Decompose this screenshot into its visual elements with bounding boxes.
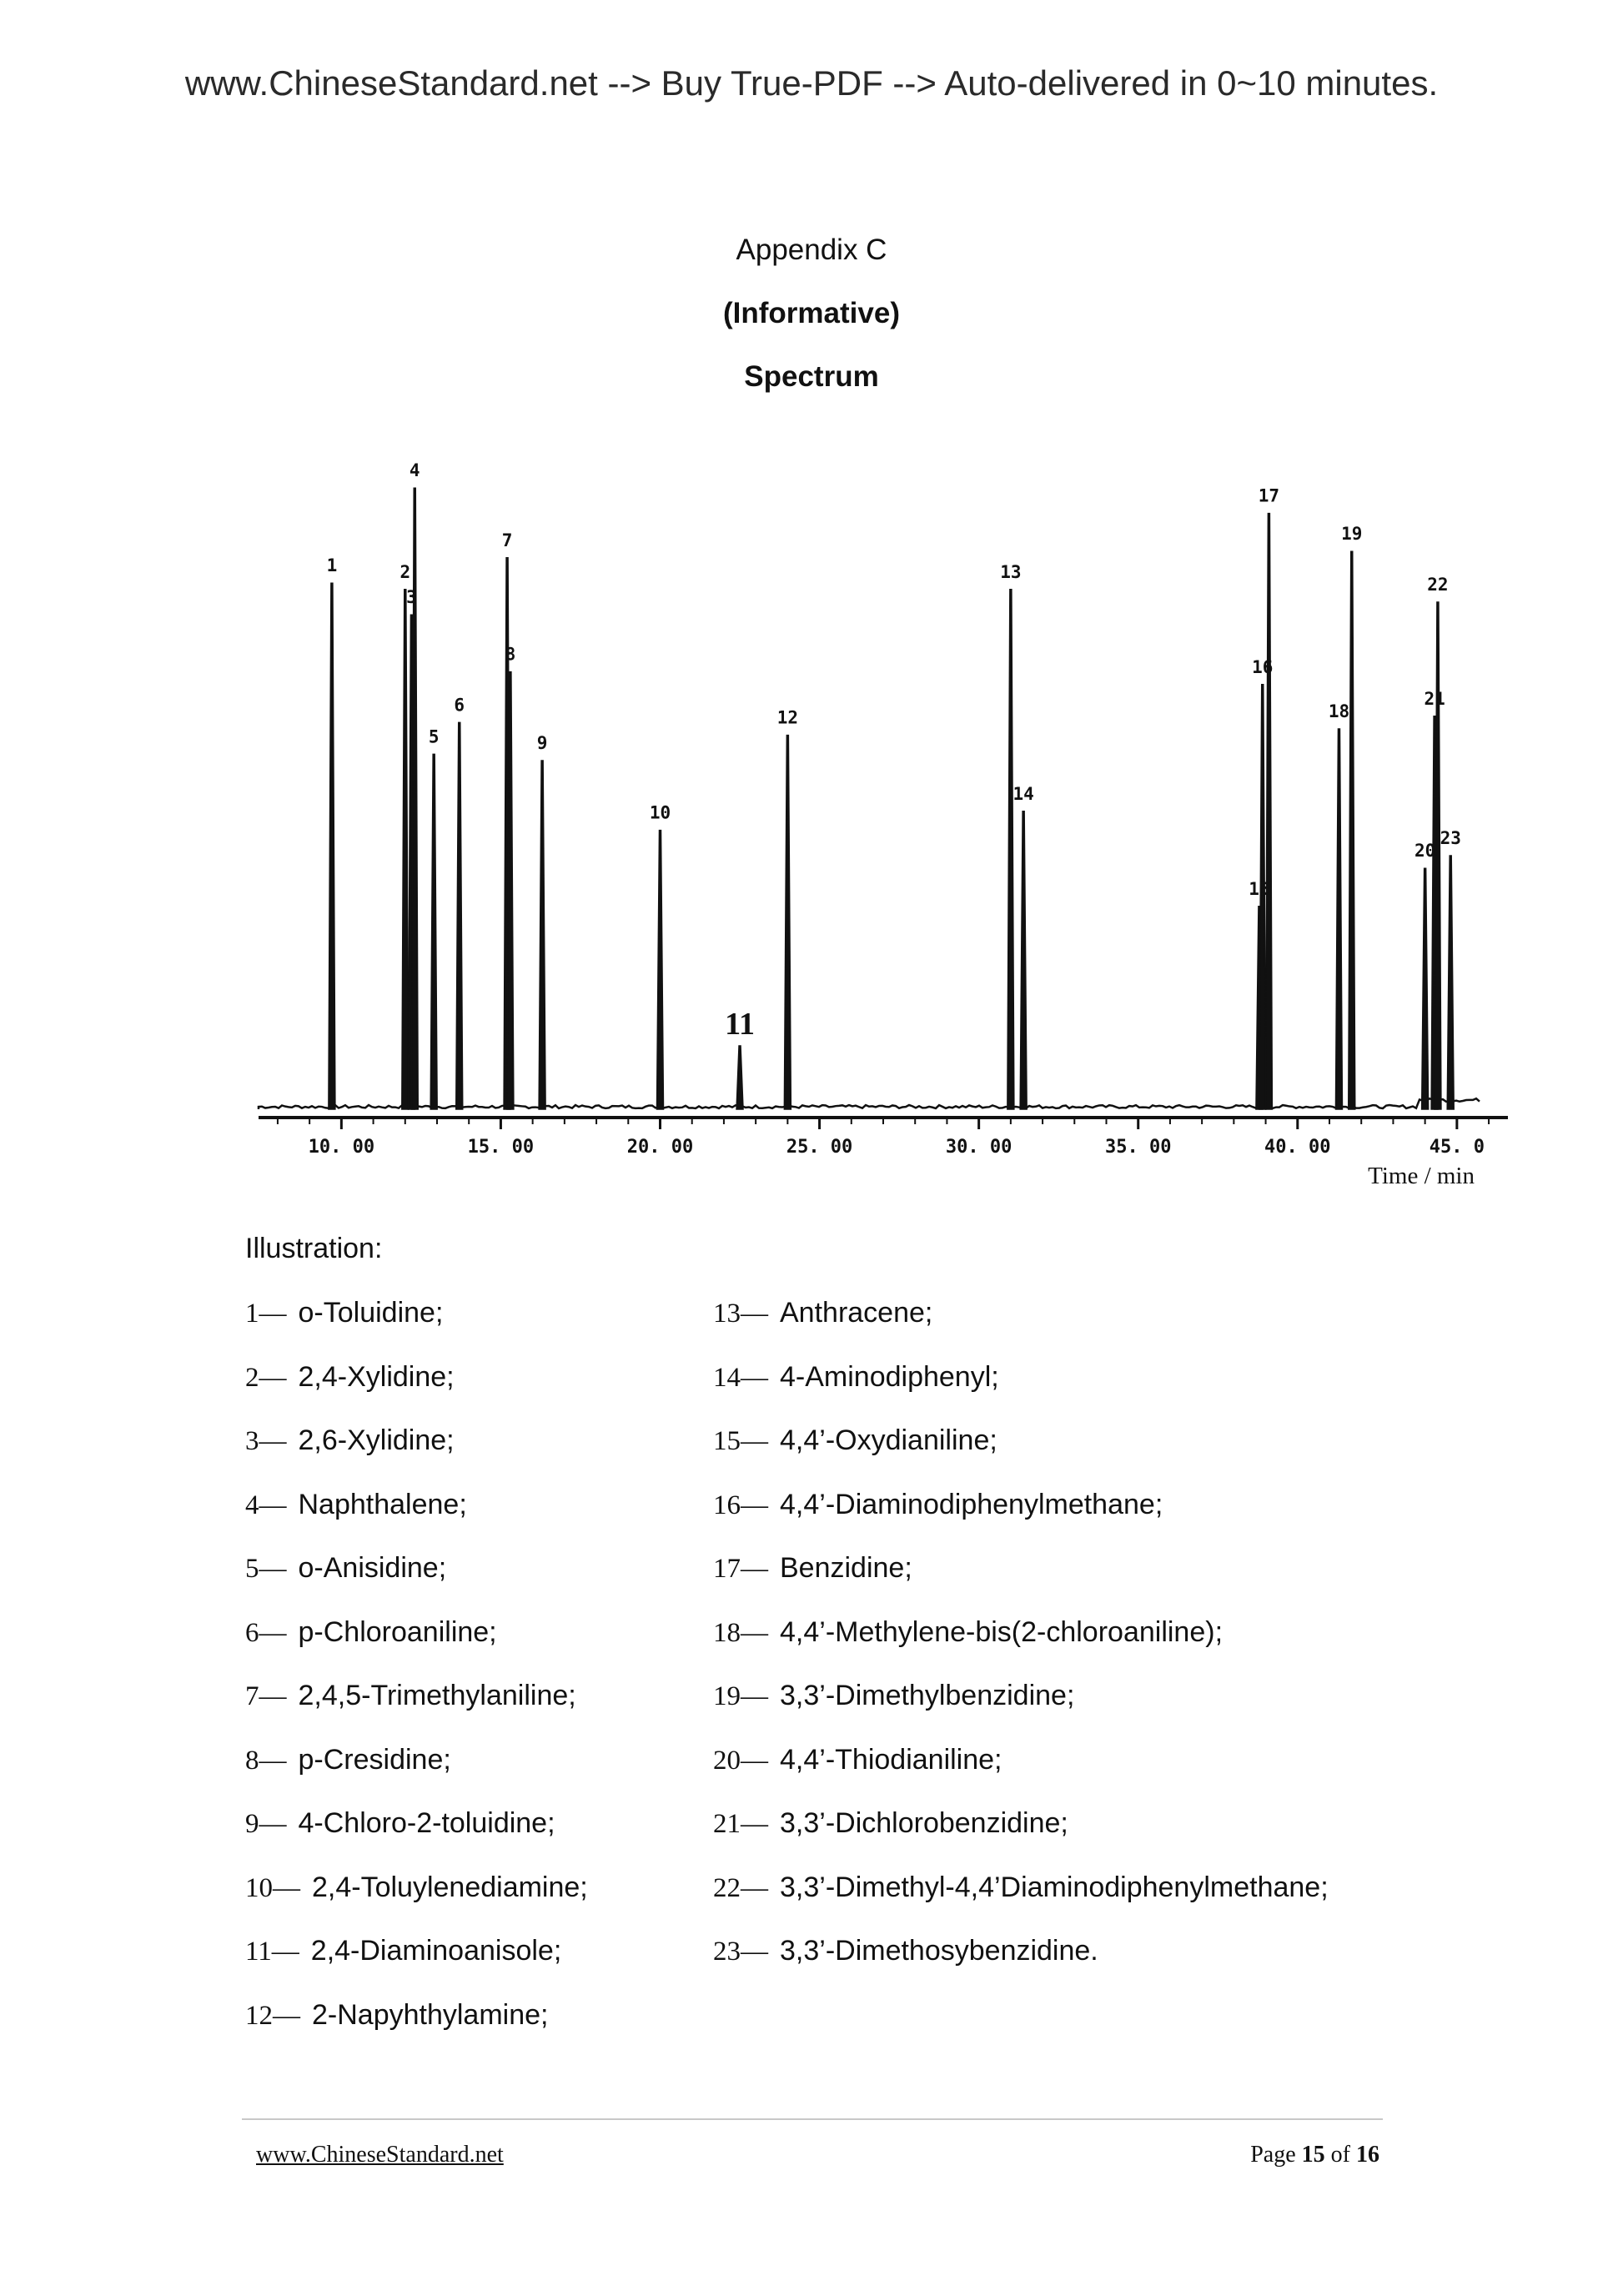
peak-label: 15 (1249, 878, 1270, 899)
legend-item (713, 1297, 932, 1329)
peak-label: 12 (776, 707, 799, 728)
legend-number: 3 (245, 1426, 259, 1456)
legend-item (713, 1680, 1074, 1712)
legend-number: 12 (245, 2000, 273, 2031)
peak-label: 14 (1012, 783, 1034, 804)
legend-number: 2 (245, 1362, 259, 1393)
legend-dash: — (273, 1872, 300, 1903)
legend-dash: — (259, 1362, 287, 1393)
chromatogram-peak (430, 754, 437, 1109)
legend-number: 9 (245, 1809, 259, 1839)
page-number (1250, 2142, 1379, 2168)
legend-item (245, 1361, 455, 1394)
legend-dash: — (259, 1617, 287, 1648)
peak-label: 17 (1258, 485, 1280, 506)
legend-item (713, 1807, 1068, 1840)
legend-item (713, 1489, 1163, 1521)
peak-label: 20 (1414, 841, 1436, 862)
chromatogram-peak (539, 761, 545, 1109)
legend-item (713, 1935, 1098, 1967)
legend-number: 21 (713, 1809, 741, 1839)
peak-label: 13 (1000, 561, 1022, 582)
legend-compound-name: Anthracene; (780, 1297, 933, 1329)
legend-dash: — (259, 1554, 287, 1584)
legend-dash: — (741, 1937, 768, 1967)
top-banner: www.ChineseStandard.net --> Buy True-PDF --> Auto-delivered in 0~10 minutes. (184, 63, 1439, 103)
chromatogram-peak (657, 831, 664, 1109)
peak-label: 16 (1252, 656, 1274, 677)
peak-label: 11 (725, 1007, 755, 1042)
legend-number: 5 (245, 1554, 259, 1584)
chromatogram-peak (456, 722, 463, 1109)
peak-label: 19 (1341, 524, 1363, 545)
legend-dash: — (273, 2000, 300, 2031)
chromatogram-peak (1349, 551, 1355, 1109)
legend-number: 11 (245, 1937, 272, 1967)
legend-number: 14 (713, 1362, 741, 1393)
legend-compound-name: 4,4’-Diaminodiphenylmethane; (780, 1488, 1163, 1520)
legend-item (713, 1744, 1002, 1776)
peak-label: 2 (399, 561, 411, 582)
legend-item (245, 1807, 555, 1840)
legend-compound-name: Naphthalene; (298, 1488, 467, 1520)
peak-label: 1 (326, 555, 338, 576)
legend-compound-name: 4,4’-Thiodianiline; (780, 1743, 1002, 1776)
peak-label: 6 (454, 695, 465, 716)
peak-label: 10 (649, 802, 671, 823)
x-tick-label: 30. 00 (945, 1137, 1012, 1158)
legend-dash: — (259, 1490, 287, 1520)
legend-compound-name: 4-Chloro-2-toluidine; (298, 1807, 555, 1839)
x-axis-unit-label: Time / min (1368, 1163, 1475, 1189)
illustration-title: Illustration: (245, 1233, 383, 1264)
page-current: 15 (1301, 2142, 1325, 2168)
x-tick-label: 25. 00 (786, 1137, 853, 1158)
chromatogram-peak (329, 583, 335, 1109)
legend-dash: — (741, 1617, 768, 1648)
chromatogram-peak (402, 590, 409, 1109)
page-total: 16 (1356, 2142, 1379, 2168)
legend-dash: — (271, 1937, 299, 1967)
legend-dash: — (741, 1809, 768, 1839)
chromatogram-peak (736, 1046, 743, 1109)
appendix-subtitle: (Informative) (723, 297, 900, 329)
legend-dash: — (741, 1426, 768, 1456)
legend-compound-name: p-Chloroaniline; (298, 1615, 497, 1648)
legend-item (245, 1424, 455, 1457)
section-title: Spectrum (744, 360, 879, 393)
legend-item (713, 1871, 1329, 1904)
legend-compound-name: 2,4-Diaminoanisole; (310, 1935, 562, 1967)
legend-item (713, 1361, 999, 1394)
peak-label: 22 (1427, 575, 1449, 595)
peak-label: 4 (409, 460, 420, 481)
legend-compound-name: o-Anisidine; (298, 1552, 447, 1584)
peak-label: 5 (428, 726, 440, 747)
chromatogram-peak (1447, 856, 1454, 1109)
chromatogram-peak (411, 488, 418, 1109)
footer-site-link[interactable]: www.ChineseStandard.net (256, 2142, 504, 2168)
x-tick-label: 15. 00 (467, 1137, 535, 1158)
legend-dash: — (259, 1681, 287, 1711)
legend-dash: — (741, 1745, 768, 1776)
appendix-title: Appendix C (736, 234, 887, 266)
legend-number: 13 (713, 1299, 741, 1329)
chart-baseline (259, 1098, 1480, 1109)
legend-dash: — (741, 1872, 768, 1903)
peak-label: 7 (501, 530, 513, 550)
legend-number: 18 (713, 1617, 741, 1648)
x-tick-label: 20. 00 (626, 1137, 694, 1158)
legend-dash: — (741, 1681, 768, 1711)
legend-compound-name: 2,4-Toluylenediamine; (312, 1871, 588, 1903)
legend-number: 15 (713, 1426, 741, 1456)
legend-item (245, 1744, 451, 1776)
legend-dash: — (259, 1745, 287, 1776)
page-word: Page (1250, 2142, 1296, 2168)
legend-item (245, 1616, 497, 1649)
legend-dash: — (741, 1299, 768, 1329)
chromatogram-peak (784, 736, 791, 1109)
chromatogram-peak (1422, 868, 1429, 1109)
legend-number: 16 (713, 1490, 741, 1520)
x-tick-label: 35. 00 (1104, 1137, 1172, 1158)
legend-item (245, 1680, 576, 1712)
legend-number: 4 (245, 1490, 259, 1520)
legend-number: 17 (713, 1554, 741, 1584)
legend-dash: — (259, 1809, 287, 1839)
legend-compound-name: 4,4’-Methylene-bis(2-chloroaniline); (780, 1615, 1224, 1648)
peak-label: 18 (1328, 701, 1350, 721)
legend-item (713, 1616, 1223, 1649)
legend-number: 6 (245, 1617, 259, 1648)
page-of: of (1330, 2142, 1350, 2168)
legend-number: 23 (713, 1937, 741, 1967)
x-tick-label: 45. 0 (1429, 1137, 1485, 1158)
legend-dash: — (741, 1554, 768, 1584)
legend-dash: — (259, 1299, 287, 1329)
legend-item (245, 1935, 561, 1967)
legend-compound-name: 3,3’-Dimethyl-4,4’Diaminodiphenylmethane; (780, 1871, 1329, 1903)
legend-compound-name: 3,3’-Dimethylbenzidine; (780, 1680, 1075, 1711)
legend-item (245, 1297, 443, 1329)
legend-number: 10 (245, 1872, 273, 1903)
chromatogram-peak (1265, 514, 1272, 1109)
peak-label: 8 (505, 644, 516, 665)
legend-item (245, 1999, 548, 2032)
footer-divider (242, 2118, 1383, 2120)
legend-item (713, 1552, 912, 1585)
legend-compound-name: 2,6-Xylidine; (298, 1424, 455, 1456)
peak-label: 23 (1440, 828, 1461, 848)
legend-item (713, 1424, 997, 1457)
legend-compound-name: 2,4,5-Trimethylaniline; (298, 1680, 576, 1711)
legend-compound-name: 3,3’-Dimethosybenzidine. (780, 1935, 1098, 1967)
legend-number: 22 (713, 1872, 741, 1903)
legend-compound-name: o-Toluidine; (298, 1297, 444, 1329)
legend-compound-name: p-Cresidine; (298, 1743, 451, 1776)
legend-dash: — (259, 1426, 287, 1456)
chromatogram-peak (1335, 729, 1342, 1109)
legend-item (245, 1489, 467, 1521)
peak-label: 21 (1424, 688, 1445, 709)
legend-compound-name: 2-Napyhthylamine; (312, 1998, 549, 2031)
legend-number: 19 (713, 1681, 741, 1711)
legend-item (245, 1552, 446, 1585)
chromatogram-peak (1020, 811, 1027, 1109)
legend-compound-name: 3,3’-Dichlorobenzidine; (780, 1807, 1068, 1839)
legend-dash: — (741, 1362, 768, 1393)
legend-compound-name: 4-Aminodiphenyl; (780, 1360, 999, 1393)
legend-number: 7 (245, 1681, 259, 1711)
peak-label: 3 (406, 587, 417, 608)
legend-compound-name: Benzidine; (780, 1552, 912, 1584)
legend-item (245, 1871, 588, 1904)
x-tick-label: 10. 00 (308, 1137, 375, 1158)
legend-compound-name: 4,4’-Oxydianiline; (780, 1424, 997, 1456)
legend-number: 1 (245, 1299, 259, 1329)
legend-number: 20 (713, 1745, 741, 1776)
legend-dash: — (741, 1490, 768, 1520)
legend-number: 8 (245, 1745, 259, 1776)
chromatogram-peak (1007, 590, 1014, 1109)
x-tick-label: 40. 00 (1264, 1137, 1331, 1158)
peak-label: 9 (536, 733, 548, 753)
legend-compound-name: 2,4-Xylidine; (298, 1360, 455, 1393)
